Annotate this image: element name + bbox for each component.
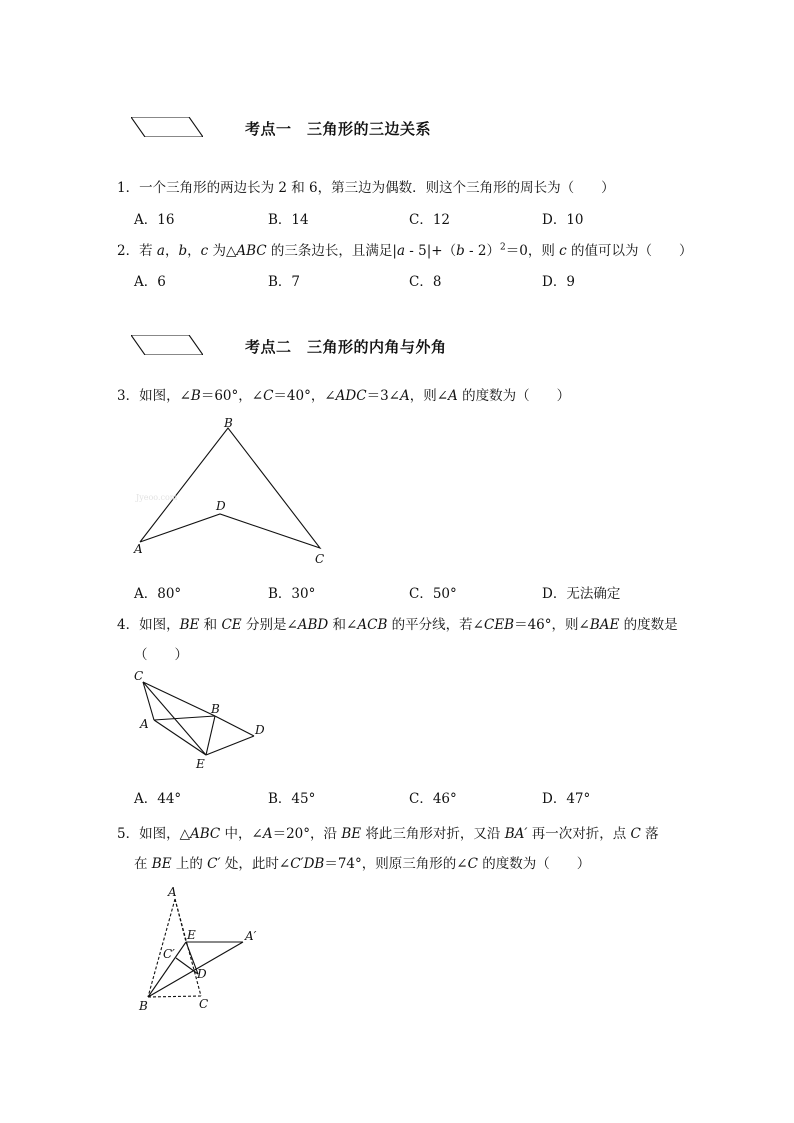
label-c-prime: C′ bbox=[163, 947, 175, 961]
var-a: a bbox=[156, 243, 165, 259]
question-3 bbox=[117, 384, 570, 404]
option-a: A．16 bbox=[134, 212, 175, 228]
comma: ， bbox=[187, 243, 201, 259]
segment-be: BE bbox=[179, 617, 200, 633]
label-d: D bbox=[197, 967, 207, 981]
option-c: C．8 bbox=[409, 274, 442, 290]
question-text: ＝0，则 bbox=[505, 243, 560, 259]
segment-be: BE bbox=[151, 856, 172, 872]
var-b: b bbox=[178, 243, 188, 259]
label-b: B bbox=[211, 702, 220, 716]
question-text: 的平分线，若∠ bbox=[387, 617, 484, 633]
question-text: 的度数是 bbox=[619, 617, 678, 633]
angle-c: C bbox=[263, 388, 274, 404]
question-text: 和 bbox=[199, 617, 222, 633]
label-a: A bbox=[140, 717, 149, 731]
question-text: ＝20°，沿 bbox=[272, 826, 342, 842]
var-b: b bbox=[456, 243, 465, 259]
angle-a: A bbox=[399, 388, 410, 404]
option-a: A．44° bbox=[134, 791, 182, 807]
label-d: D bbox=[255, 723, 265, 737]
question-text: 处，此时∠ bbox=[220, 856, 291, 872]
option-a: A．80° bbox=[134, 586, 182, 602]
label-e: E bbox=[187, 928, 196, 942]
angle-a: A bbox=[262, 826, 273, 842]
figure-q3 bbox=[128, 410, 338, 570]
option-b: B．14 bbox=[268, 212, 309, 228]
question-text: ＝46°，则∠ bbox=[514, 617, 590, 633]
question-number: 2． bbox=[117, 243, 140, 259]
question-number: 3． bbox=[117, 388, 140, 404]
question-text: 将此三角形对折，又沿 bbox=[361, 826, 505, 842]
label-a: A bbox=[134, 542, 143, 556]
point-c: C bbox=[630, 826, 641, 842]
question-4 bbox=[117, 613, 678, 633]
figure-edges bbox=[140, 428, 320, 548]
angle-bae: BAE bbox=[589, 617, 620, 633]
section-marker bbox=[131, 335, 203, 355]
question-text: 的值可以为（ ） bbox=[566, 243, 693, 259]
question-text: 的度数为（ ） bbox=[457, 388, 571, 404]
var-a: a bbox=[396, 243, 406, 259]
label-b: B bbox=[139, 999, 148, 1013]
question-text: 的度数为（ ） bbox=[477, 856, 591, 872]
option-d: D．无法确定 bbox=[542, 586, 621, 602]
segment-ce: CE bbox=[221, 617, 242, 633]
option-b: B．30° bbox=[268, 586, 316, 602]
angle-b: B bbox=[190, 388, 201, 404]
label-a: A bbox=[168, 885, 177, 899]
angle-acb: ACB bbox=[357, 617, 388, 633]
question-text: 落 bbox=[640, 826, 659, 842]
option-a: A．6 bbox=[134, 274, 166, 290]
question-text: 如图， bbox=[139, 617, 180, 633]
option-d: D．10 bbox=[542, 212, 584, 228]
angle-adc: ADC bbox=[335, 388, 367, 404]
question-text: 在 bbox=[134, 856, 152, 872]
comma: ， bbox=[164, 243, 179, 259]
angle-abd: ABD bbox=[297, 617, 329, 633]
question-2 bbox=[117, 239, 692, 259]
question-text: 再一次对折，点 bbox=[527, 826, 631, 842]
figure-q4 bbox=[128, 664, 278, 774]
label-c: C bbox=[134, 669, 144, 683]
question-text: - 2） bbox=[464, 243, 500, 259]
question-text: 上的 bbox=[171, 856, 208, 872]
label-d: D bbox=[216, 499, 226, 513]
option-c: C．12 bbox=[409, 212, 451, 228]
angle-a: A bbox=[448, 388, 458, 404]
question-text: 和∠ bbox=[328, 617, 358, 633]
option-b: B．7 bbox=[268, 274, 301, 290]
question-text: ＝60°，∠ bbox=[200, 388, 264, 404]
question-1 bbox=[117, 176, 615, 196]
question-number: 1． bbox=[117, 180, 140, 196]
question-number: 4． bbox=[117, 617, 140, 633]
option-b: B．45° bbox=[268, 791, 316, 807]
question-text: 如图，△ bbox=[139, 826, 190, 842]
question-text: ＝74°，则原三角形的∠ bbox=[324, 856, 468, 872]
triangle-name: ABC bbox=[189, 826, 221, 842]
var-c: c bbox=[559, 243, 567, 259]
option-d: D．47° bbox=[542, 791, 591, 807]
question-text: 为△ bbox=[208, 243, 237, 259]
question-text: ＝40°，∠ bbox=[273, 388, 336, 404]
figure-edges bbox=[143, 682, 254, 755]
question-5-line-2 bbox=[134, 852, 590, 872]
question-text: 的三条边长，且满足| bbox=[266, 243, 397, 259]
angle-ceb: CEB bbox=[483, 617, 515, 633]
option-c: C．50° bbox=[409, 586, 457, 602]
label-c: C bbox=[199, 997, 209, 1011]
answer-bracket: （ ） bbox=[134, 647, 188, 663]
segment-ba-prime: BA′ bbox=[504, 826, 528, 842]
question-5-line-1 bbox=[117, 822, 659, 842]
question-text: - 5|+（ bbox=[405, 243, 457, 259]
angle-cdb: C′DB bbox=[290, 856, 325, 872]
option-d: D．9 bbox=[542, 274, 575, 290]
figure-q5 bbox=[128, 880, 278, 1020]
label-e: E bbox=[196, 757, 205, 771]
segment-be: BE bbox=[341, 826, 362, 842]
var-c: c bbox=[200, 243, 209, 259]
question-text: 如图，∠ bbox=[139, 388, 191, 404]
question-text: 中，∠ bbox=[220, 826, 263, 842]
question-text: 若 bbox=[139, 243, 157, 259]
question-text: ＝3∠ bbox=[366, 388, 400, 404]
question-text: 一个三角形的两边长为 2 和 6，第三边为偶数．则这个三角形的周长为（ ） bbox=[139, 180, 615, 196]
question-text: 分别是∠ bbox=[241, 617, 298, 633]
exponent: 2 bbox=[500, 242, 506, 253]
angle-c: C bbox=[467, 856, 478, 872]
section-marker bbox=[131, 117, 203, 137]
section-title: 考点一 三角形的三边关系 bbox=[245, 120, 432, 138]
label-b: B bbox=[224, 416, 233, 430]
label-c: C bbox=[315, 552, 325, 566]
label-a-prime: A′ bbox=[245, 929, 257, 943]
section-title: 考点二 三角形的内角与外角 bbox=[245, 338, 447, 356]
option-c: C．46° bbox=[409, 791, 457, 807]
triangle-name: ABC bbox=[236, 243, 267, 259]
point-c-prime: C′ bbox=[207, 856, 221, 872]
watermark: Jyeoo.com bbox=[136, 493, 178, 502]
question-text: ，则∠ bbox=[409, 388, 449, 404]
question-number: 5． bbox=[117, 826, 140, 842]
